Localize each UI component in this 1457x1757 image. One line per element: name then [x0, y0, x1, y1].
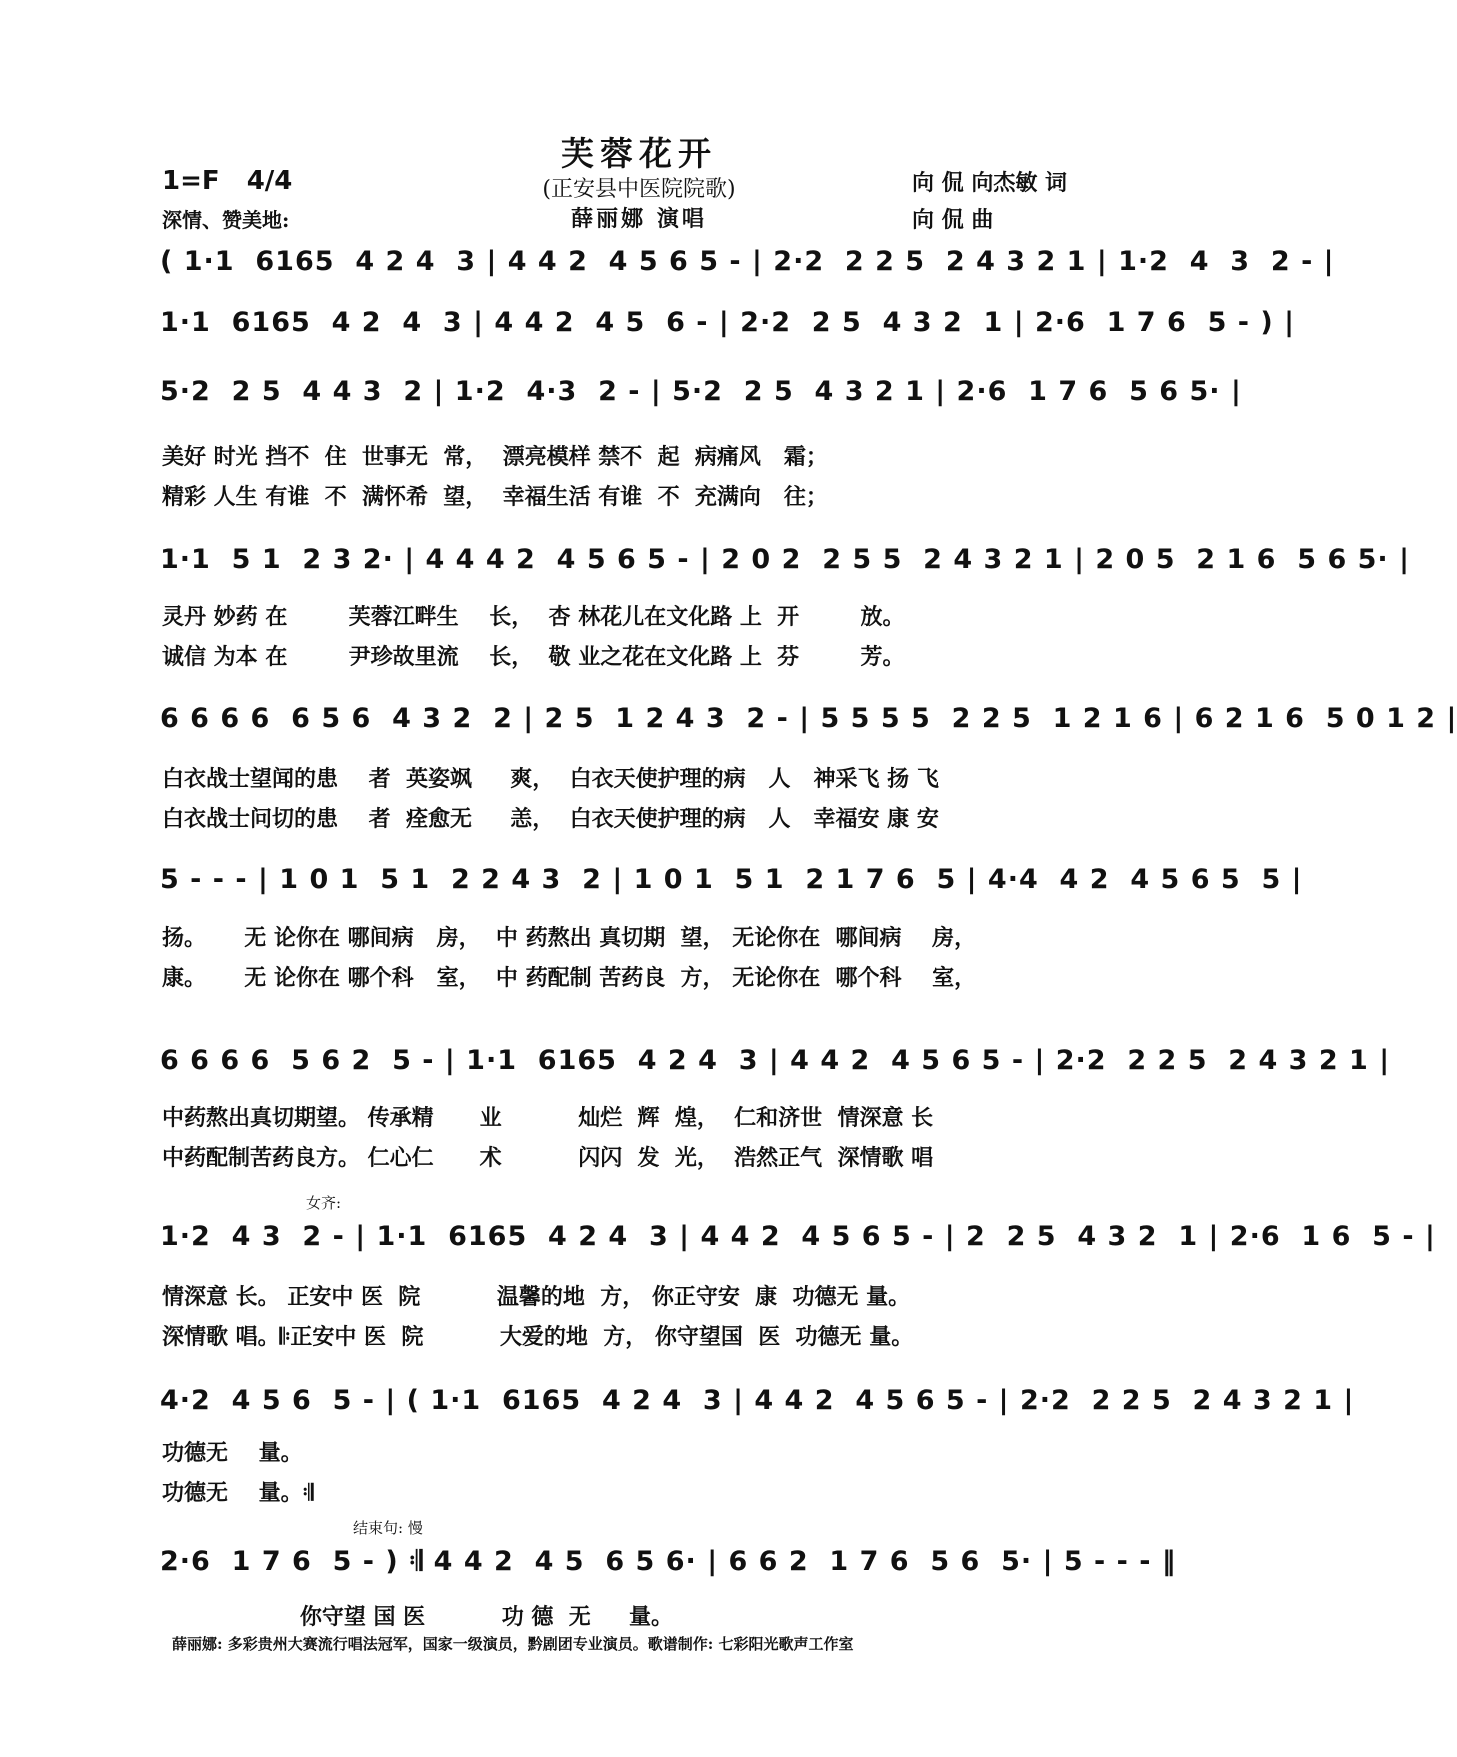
singer-credit: 薛丽娜 演唱: [571, 206, 707, 232]
lyrics-line-3-verse-2: 精彩 人生 有谁 不 满怀希 望， 幸福生活 有谁 不 充满向 往；: [162, 484, 828, 510]
composer-credit: 向 侃 曲: [912, 207, 994, 233]
lyrics-line-5-verse-1: 白衣战士望闻的患 者 英姿飒 爽， 白衣天使护理的病 人 神采飞 扬 飞: [162, 766, 939, 792]
lyrics-line-7-verse-2: 中药配制苦药良方。 仁心仁 术 闪闪 发 光， 浩然正气 深情歌 唱: [162, 1145, 934, 1171]
lyrics-line-8-verse-2: 深情歌 唱。𝄆正安中 医 院 大爱的地 方， 你守望国 医 功德无 量。: [162, 1324, 914, 1350]
annotation-female-chorus: 女齐:: [306, 1194, 342, 1212]
notation-line-7: 6 6 6 6 5 6 2 5 - | 1·1 6165 4 2 4 3 | 4 4 2 4 5 6 5 - | 2·2 2 2 5 2 4 3 2 1 |: [160, 1045, 1391, 1076]
lyrics-line-6-verse-2: 康。 无 论你在 哪个科 室， 中 药配制 苦药良 方， 无论你在 哪个科 室，: [162, 965, 977, 991]
notation-line-1: ( 1·1 6165 4 2 4 3 | 4 4 2 4 5 6 5 - | 2·2 2 2 5 2 4 3 2 1 | 1·2 4 3 2 - |: [160, 246, 1335, 277]
notation-line-9: 4·2 4 5 6 5 - | ( 1·1 6165 4 2 4 3 | 4 4 2 4 5 6 5 - | 2·2 2 2 5 2 4 3 2 1 |: [160, 1385, 1355, 1416]
lyrics-line-4-verse-1: 灵丹 妙药 在 芙蓉江畔生 长， 杏 林花儿在文化路 上 开 放。: [162, 604, 905, 630]
lyrics-line-8-verse-1: 情深意 长。 正安中 医 院 温馨的地 方， 你正守安 康 功德无 量。: [162, 1284, 911, 1310]
lyrics-line-4-verse-2: 诚信 为本 在 尹珍故里流 长， 敬 业之花在文化路 上 芬 芳。: [162, 644, 905, 670]
song-title: 芙蓉花开: [561, 134, 717, 173]
lyrics-line-5-verse-2: 白衣战士问切的患 者 痊愈无 恙， 白衣天使护理的病 人 幸福安 康 安: [162, 806, 939, 832]
notation-line-8: 1·2 4 3 2 - | 1·1 6165 4 2 4 3 | 4 4 2 4 5 6 5 - | 2 2 5 4 3 2 1 | 2·6 1 6 5 - |: [160, 1221, 1436, 1252]
annotation-ending: 结束句: 慢: [353, 1519, 423, 1537]
key-signature: 1=F 4/4: [162, 166, 293, 196]
expression-mark: 深情、赞美地:: [162, 208, 290, 232]
notation-line-6: 5 - - - | 1 0 1 5 1 2 2 4 3 2 | 1 0 1 5 1 2 1 7 6 5 | 4·4 4 2 4 5 6 5 5 |: [160, 864, 1303, 895]
lyricist-credit: 向 侃 向杰敏 词: [912, 170, 1067, 196]
notation-line-4: 1·1 5 1 2 3 2· | 4 4 4 2 4 5 6 5 - | 2 0 2 2 5 5 2 4 3 2 1 | 2 0 5 2 1 6 5 6 5· |: [160, 544, 1410, 575]
notation-line-2: 1·1 6165 4 2 4 3 | 4 4 2 4 5 6 - | 2·2 2 5 4 3 2 1 | 2·6 1 7 6 5 - ) |: [160, 307, 1295, 338]
notation-line-5: 6 6 6 6 6 5 6 4 3 2 2 | 2 5 1 2 4 3 2 - | 5 5 5 5 2 2 5 1 2 1 6 | 6 2 1 6 5 0 1 2 |: [160, 703, 1457, 734]
lyrics-line-6-verse-1: 扬。 无 论你在 哪间病 房， 中 药熬出 真切期 望， 无论你在 哪间病 房，: [162, 925, 977, 951]
footer-note: 薛丽娜: 多彩贵州大赛流行唱法冠军，国家一级演员，黔剧团专业演员。歌谱制作: 七彩阳光歌声工作室: [172, 1635, 854, 1653]
lyrics-line-7-verse-1: 中药熬出真切期望。 传承精 业 灿烂 辉 煌， 仁和济世 情深意 长: [162, 1105, 934, 1131]
lyrics-line-10: 你守望 国 医 功 德 无 量。: [162, 1604, 674, 1630]
notation-line-3: 5·2 2 5 4 4 3 2 | 1·2 4·3 2 - | 5·2 2 5 4 3 2 1 | 2·6 1 7 6 5 6 5· |: [160, 376, 1242, 407]
lyrics-line-9-verse-1: 功德无 量。: [162, 1440, 303, 1466]
lyrics-line-3-verse-1: 美好 时光 挡不 住 世事无 常， 漂亮模样 禁不 起 病痛风 霜；: [162, 444, 828, 470]
notation-line-10: 2·6 1 7 6 5 - ) 𝄇 4 4 2 4 5 6 5 6· | 6 6 2 1 7 6 5 6 5· | 5 - - - ‖: [160, 1546, 1177, 1577]
song-subtitle: (正安县中医院院歌): [542, 177, 736, 202]
lyrics-line-9-verse-2: 功德无 量。𝄇: [162, 1480, 314, 1506]
